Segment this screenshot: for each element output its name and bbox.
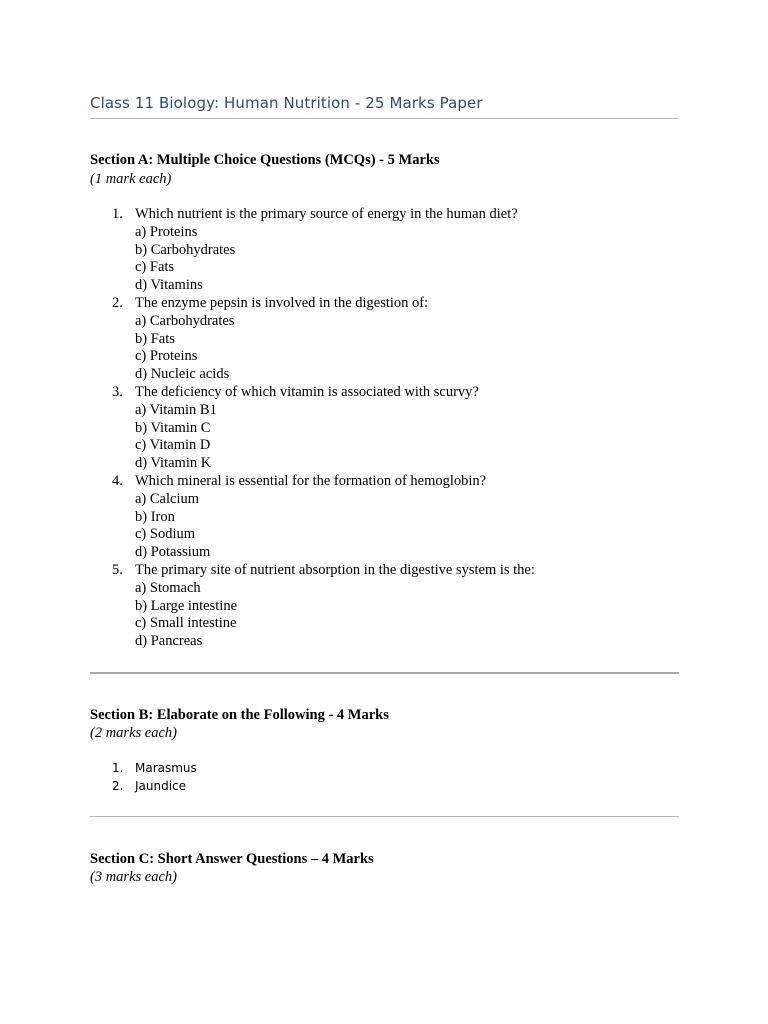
- answer-option: d) Vitamin K: [135, 455, 212, 472]
- question-text: The deficiency of which vitamin is associated with scurvy?: [135, 383, 479, 400]
- list-item-number: 1.: [112, 761, 124, 775]
- section-a-note: (1 mark each): [90, 171, 172, 187]
- list-item: [90, 778, 197, 796]
- mcq-question: [90, 206, 679, 295]
- answer-option: a) Proteins: [135, 223, 198, 240]
- answer-option: b) Large intestine: [135, 597, 238, 614]
- question-number: 4.: [112, 472, 123, 489]
- section-divider: [90, 672, 679, 674]
- answer-option: c) Small intestine: [135, 615, 237, 632]
- answer-option: a) Vitamin B1: [135, 401, 217, 418]
- list-item: [90, 760, 197, 778]
- answer-option: d) Pancreas: [135, 633, 203, 650]
- section-b-note: (2 marks each): [90, 725, 177, 741]
- list-item-text: Marasmus: [135, 761, 197, 775]
- title-divider: [90, 118, 679, 119]
- section-b-heading: Section B: Elaborate on the Following - 4 Marks: [90, 707, 389, 723]
- answer-option: b) Vitamin C: [135, 419, 211, 436]
- answer-option: d) Vitamins: [135, 277, 203, 294]
- question-number: 3.: [112, 383, 123, 400]
- list-item-text: Jaundice: [135, 778, 187, 793]
- answer-option: d) Potassium: [135, 544, 211, 561]
- section-c-heading: Section C: Short Answer Questions – 4 Marks: [90, 851, 374, 867]
- mcq-question: [90, 384, 679, 473]
- list-item-number: 2.: [112, 778, 124, 793]
- mcq-question: [90, 473, 679, 562]
- answer-option: c) Sodium: [135, 526, 196, 543]
- section-divider: [90, 816, 679, 817]
- answer-option: b) Iron: [135, 508, 175, 525]
- answer-option: a) Carbohydrates: [135, 312, 235, 329]
- question-number: 1.: [112, 206, 123, 222]
- section-b-list: [90, 760, 197, 795]
- answer-option: c) Fats: [135, 259, 175, 276]
- question-number: 2.: [112, 294, 123, 311]
- question-number: 5.: [112, 561, 123, 578]
- document-title: Class 11 Biology: Human Nutrition - 25 Marks Paper: [90, 94, 483, 112]
- question-text: Which mineral is essential for the formation of hemoglobin?: [135, 472, 487, 489]
- mcq-list: [90, 206, 679, 651]
- question-text: The enzyme pepsin is involved in the digestion of:: [135, 294, 429, 311]
- answer-option: b) Carbohydrates: [135, 241, 236, 258]
- answer-option: d) Nucleic acids: [135, 366, 230, 383]
- answer-option: c) Vitamin D: [135, 437, 211, 454]
- section-c-note: (3 marks each): [90, 869, 177, 885]
- answer-option: a) Calcium: [135, 490, 200, 507]
- section-a-heading: Section A: Multiple Choice Questions (MCQs) - 5 Marks: [90, 152, 440, 168]
- answer-option: b) Fats: [135, 330, 175, 347]
- answer-option: a) Stomach: [135, 579, 201, 596]
- question-text: Which nutrient is the primary source of energy in the human diet?: [135, 206, 518, 222]
- question-text: The primary site of nutrient absorption in the digestive system is the:: [135, 561, 535, 578]
- mcq-question: [90, 562, 679, 651]
- mcq-question: [90, 295, 679, 384]
- answer-option: c) Proteins: [135, 348, 198, 365]
